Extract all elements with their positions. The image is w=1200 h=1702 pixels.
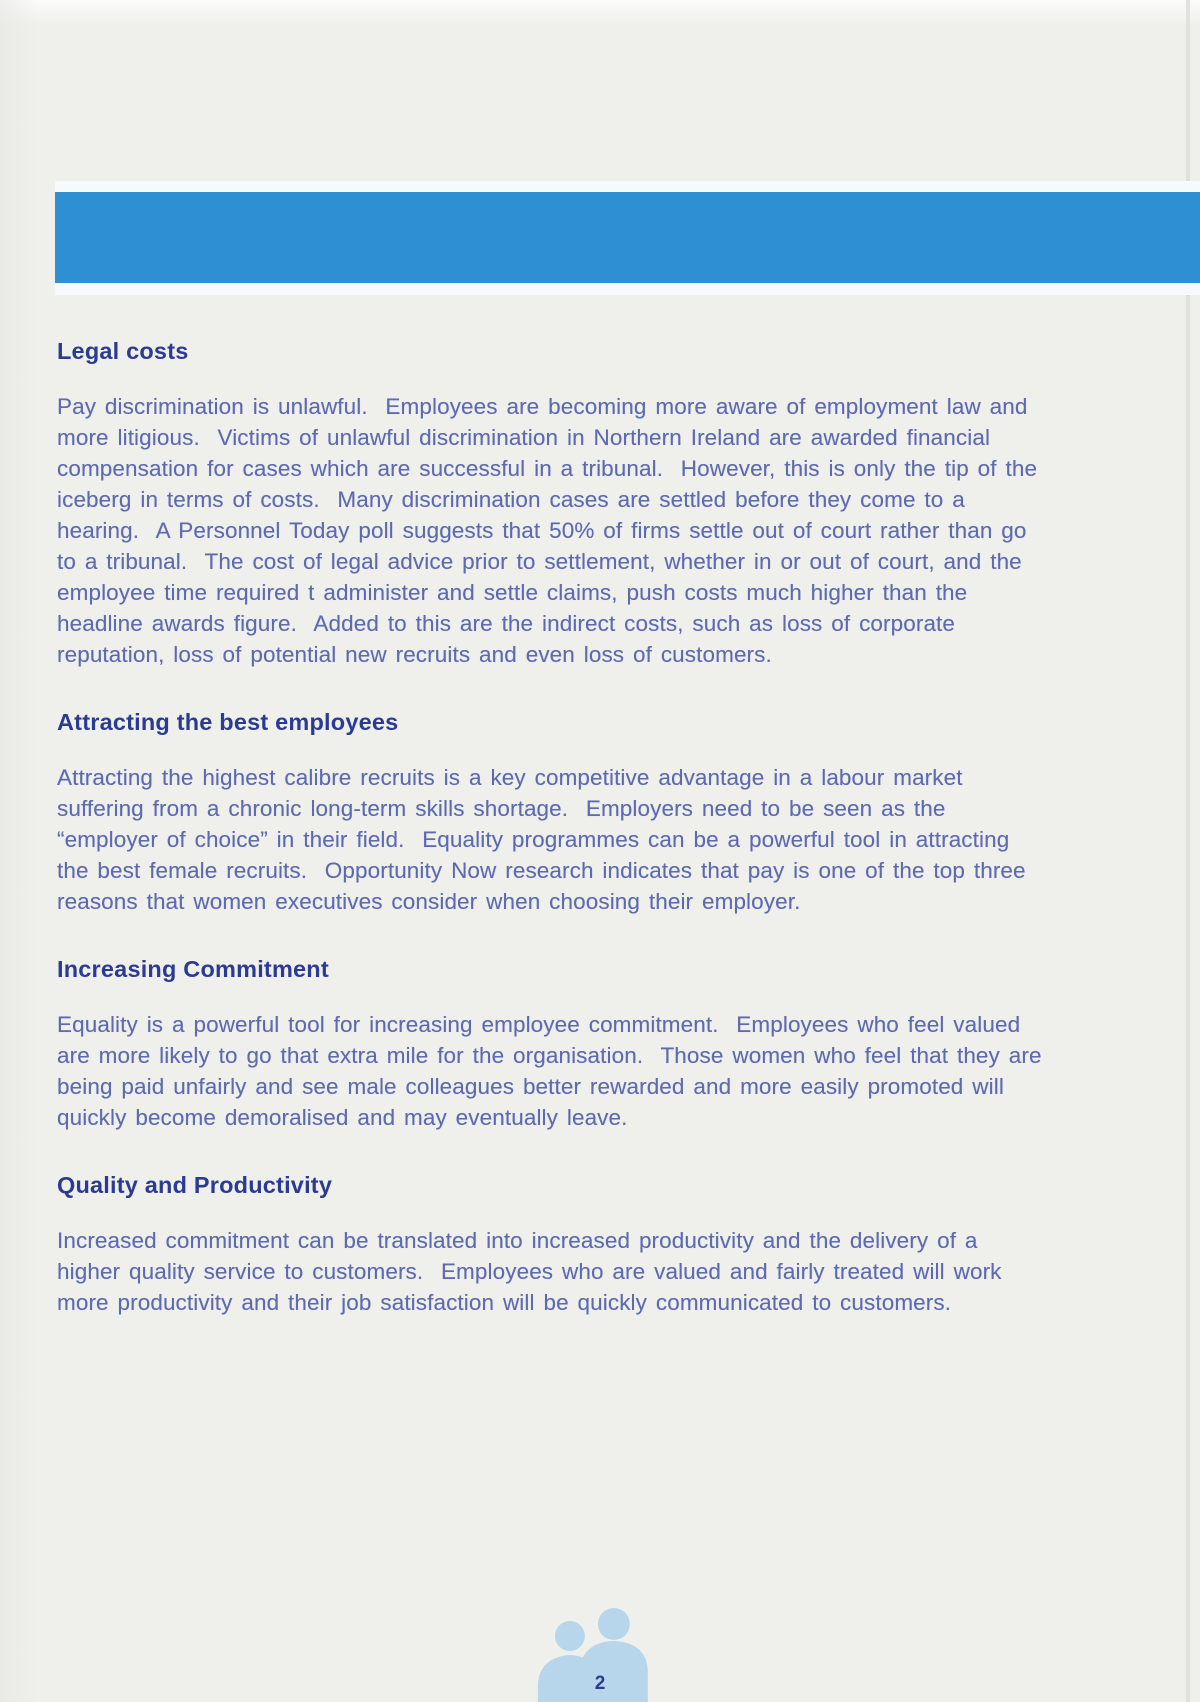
section-paragraph: Increased commitment can be translated into increased productivity and the delivery of a higher quality service to customers. Employees who are valued and fairly treated will work more productivity and their job satisfaction will be quickly communicated to customers. <box>57 1228 1011 1315</box>
section-paragraph: Equality is a powerful tool for increasing employee commitment. Employees who feel valued are more likely to go that extra mile for the organisation. Those women who feel that they are being paid unfairly and see male colleagues better rewarded and more easily promoted will quickly become demoralised and may eventually leave. <box>57 1012 1051 1130</box>
title-banner <box>55 181 1200 295</box>
scan-top-light-band <box>0 0 1200 26</box>
section-paragraph: Pay discrimination is unlawful. Employees are becoming more aware of employment law and more litigious. Victims of unlawful discrimination in Northern Ireland are awarded financial compensation for cases which are successful in a tribunal. However, this is only the tip of the iceberg in terms of costs. Many discrimination cases are settled before they come to a hearing. A Personnel Today poll suggests that 50% of firms settle out of court rather than go to a tribunal. The cost of legal advice prior to settlement, whether in or out of court, and the employee time required t administer and settle claims, push costs much higher than the headline awards figure. Added to this are the indirect costs, such as loss of corporate reputation, loss of potential new recruits and even loss of customers. <box>57 394 1046 667</box>
scan-edge-left-shadow <box>0 0 38 1702</box>
page-number: 2 <box>594 1673 606 1694</box>
section-legal-costs <box>57 337 1049 670</box>
section-heading: Legal costs <box>57 338 189 364</box>
section-increasing-commitment <box>57 955 1049 1133</box>
section-quality-and-productivity <box>57 1171 1049 1318</box>
section-attracting-best-employees <box>57 708 1049 917</box>
page-content <box>57 337 1049 1318</box>
page-footer <box>0 1582 1200 1702</box>
title-banner-bar <box>55 192 1200 283</box>
section-heading: Attracting the best employees <box>57 709 399 735</box>
section-heading: Increasing Commitment <box>57 956 329 982</box>
section-heading: Quality and Productivity <box>57 1172 333 1198</box>
section-paragraph: Attracting the highest calibre recruits is a key competitive advantage in a labour market suffering from a chronic long-term skills shortage. Employers need to be seen as the “employer of choice” in their field. Equality programmes can be a powerful tool in attracting the best female recruits. Opportunity Now research indicates that pay is one of the top three reasons that women executives consider when choosing their employer. <box>57 765 1035 914</box>
